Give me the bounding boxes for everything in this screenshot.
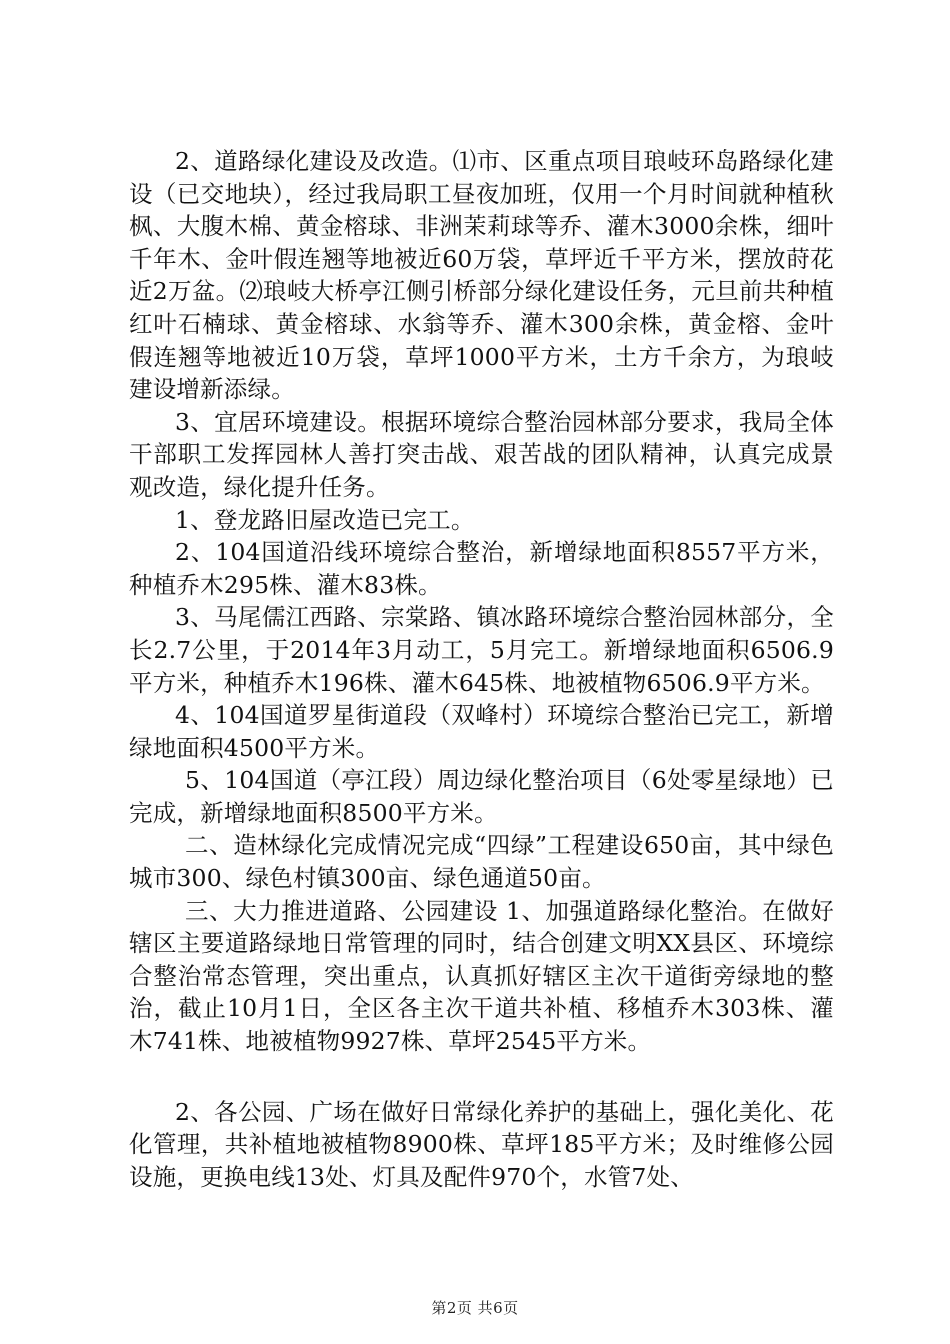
paragraph-livable-environment: 3、宜居环境建设。根据环境综合整治园林部分要求，我局全体干部职工发挥园林人善打突击战、艰苦战的团队精神，认真完成景观改造，绿化提升任务。 (129, 407, 834, 501)
document-body (129, 145, 834, 1193)
paragraph-spacer (129, 1058, 834, 1096)
paragraph-tingjiang-section: 5、104国道（亭江段）周边绿化整治项目（6处零星绿地）已完成，新增绿地面积8500平方米。 (129, 766, 834, 827)
paragraph-afforestation: 二、造林绿化完成情况完成“四绿”工程建设650亩，其中绿色城市300、绿色村镇300亩、绿色通道50亩。 (129, 831, 834, 893)
paragraph-denglong-road: 1、登龙路旧屋改造已完工。 (175, 505, 475, 534)
paragraph-route-104: 2、104国道沿线环境综合整治，新增绿地面积8557平方米，种植乔木295株、灌木83株。 (129, 538, 834, 599)
paragraph-mawei-roads: 3、马尾儒江西路、宗棠路、镇冰路环境综合整治园林部分，全长2.7公里，于2014年3月动工，5月完工。新增绿地面积6506.9平方米，种植乔木196株、灌木645株、地被植物6506.9平方米。 (129, 603, 834, 697)
paragraph-road-park-construction: 三、大力推进道路、公园建设 1、加强道路绿化整治。在做好辖区主要道路绿地日常管理的同时，结合创建文明XX县区、环境综合整治常态管理，突出重点，认真抓好辖区主次干道街旁绿地的整治，截止10月1日，全区各主次干道共补植、移植乔木303株、灌木741株、地被植物9927株、草坪2545平方米。 (129, 896, 834, 1056)
paragraph-parks-squares: 2、各公园、广场在做好日常绿化养护的基础上，强化美化、花化管理，共补植地被植物8900株、草坪185平方米；及时维修公园设施，更换电线13处、灯具及配件970个，水管7处、 (129, 1097, 834, 1191)
paragraph-road-greening: 2、道路绿化建设及改造。⑴市、区重点项目琅岐环岛路绿化建设（已交地块），经过我局职工昼夜加班，仅用一个月时间就种植秋枫、大腹木棉、黄金榕球、非洲茉莉球等乔、灌木3000余株，细叶千年木、金叶假连翘等地被近60万袋，草坪近千平方米，摆放莳花近2万盆。⑵琅岐大桥亭江侧引桥部分绿化建设任务，元旦前共种植红叶石楠球、黄金榕球、水翁等乔、灌木300余株，黄金榕、金叶假连翘等地被近10万袋，草坪1000平方米，土方千余方，为琅岐建设增新添绿。 (129, 147, 834, 404)
paragraph-luoxing-street: 4、104国道罗星街道段（双峰村）环境综合整治已完工，新增绿地面积4500平方米。 (129, 701, 834, 762)
page-number-footer: 第2页 共6页 (431, 1299, 519, 1317)
